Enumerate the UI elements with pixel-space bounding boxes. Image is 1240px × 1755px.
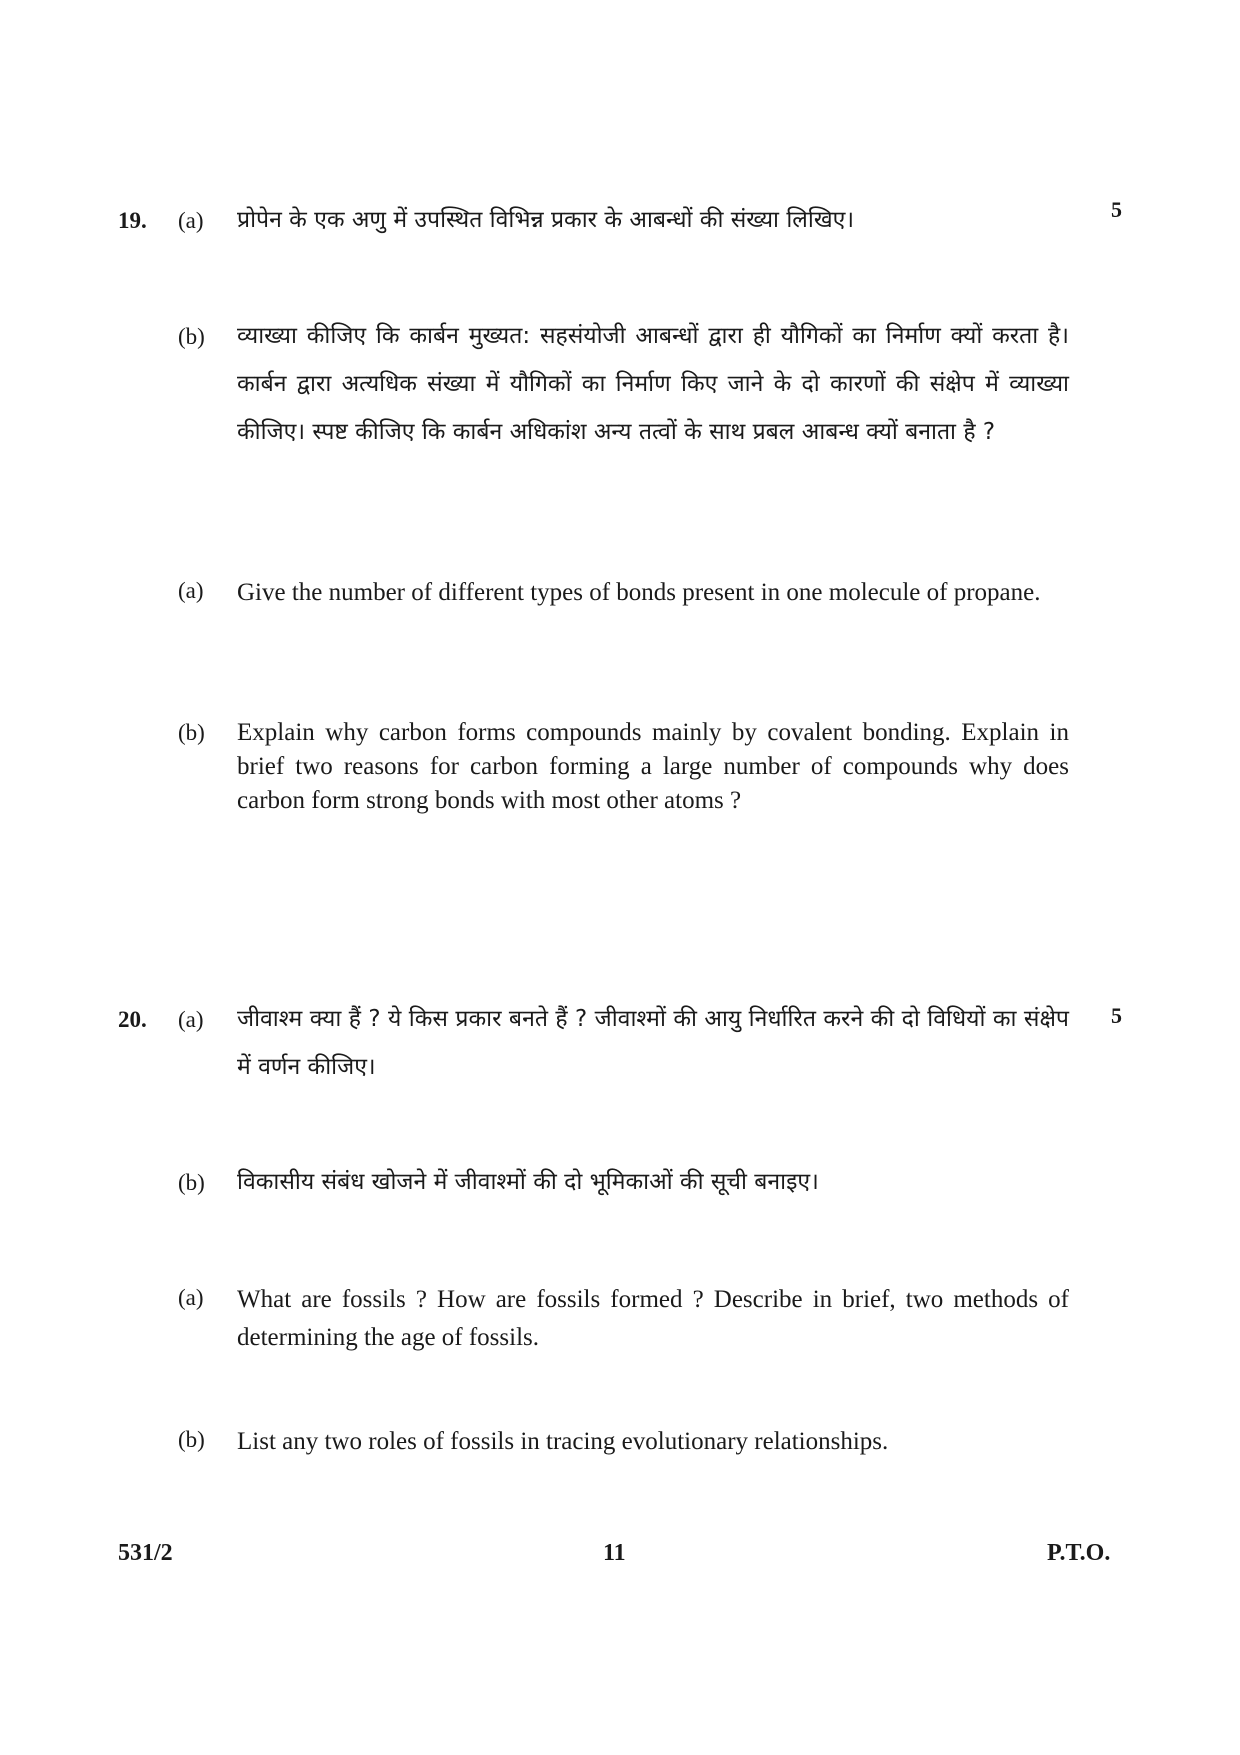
- q19-hi-b-text: व्याख्या कीजिए कि कार्बन मुख्यत: सहसंयोजी आबन्धों द्वारा ही यौगिकों का निर्माण क्यों करता है। कार्बन द्वारा अत्यधिक संख्या में यौगिकों का निर्माण किए जाने के दो कारणों की संक्षेप में व्याख्या कीजिए। स्पष्ट कीजिए कि कार्बन अधिकांश अन्य तत्वों के साथ प्रबल आबन्ध क्यों बनाता है ?: [237, 323, 1069, 445]
- question-number-20: 20.: [118, 1007, 147, 1032]
- q19-en-b-label: (b): [178, 720, 205, 745]
- page-number: 11: [603, 1540, 626, 1566]
- paper-code: 531/2: [118, 1540, 173, 1566]
- q20-hi-b-text: विकासीय संबंध खोजने में जीवाश्मों की दो भूमिकाओं की सूची बनाइए।: [237, 1169, 819, 1195]
- q20-marks: 5: [1111, 1003, 1122, 1028]
- q19-en-b-text: Explain why carbon forms compounds mainly by covalent bonding. Explain in brief two reasons for carbon forming a large number of compounds why does carbon form strong bonds with most other atoms ?: [237, 719, 1069, 814]
- q19-hi-a-text: प्रोपेन के एक अणु में उपस्थित विभिन्न प्रकार के आबन्धों की संख्या लिखिए।: [237, 207, 855, 233]
- q19-en-a-text: Give the number of different types of bonds present in one molecule of propane.: [237, 579, 1041, 606]
- q19-en-a-label: (a): [178, 578, 204, 603]
- q20-en-a-text: What are fossils ? How are fossils formed ? Describe in brief, two methods of determining the age of fossils.: [237, 1286, 1069, 1351]
- q20-hi-a-label: (a): [178, 1007, 204, 1032]
- q20-en-b-text: List any two roles of fossils in tracing evolutionary relationships.: [237, 1428, 889, 1455]
- q20-en-b-label: (b): [178, 1427, 205, 1452]
- q19-hi-b-label: (b): [178, 324, 205, 349]
- question-number-19: 19.: [118, 208, 147, 233]
- q20-en-a-label: (a): [178, 1285, 204, 1310]
- please-turn-over: P.T.O.: [1047, 1540, 1111, 1566]
- q19-hi-a-label: (a): [178, 208, 204, 233]
- q20-hi-b-label: (b): [178, 1170, 205, 1195]
- q20-hi-a-text: जीवाश्म क्या हैं ? ये किस प्रकार बनते हैं ? जीवाश्मों की आयु निर्धारित करने की दो विधियों का संक्षेप में वर्णन कीजिए।: [237, 1006, 1069, 1080]
- q19-marks: 5: [1111, 197, 1122, 222]
